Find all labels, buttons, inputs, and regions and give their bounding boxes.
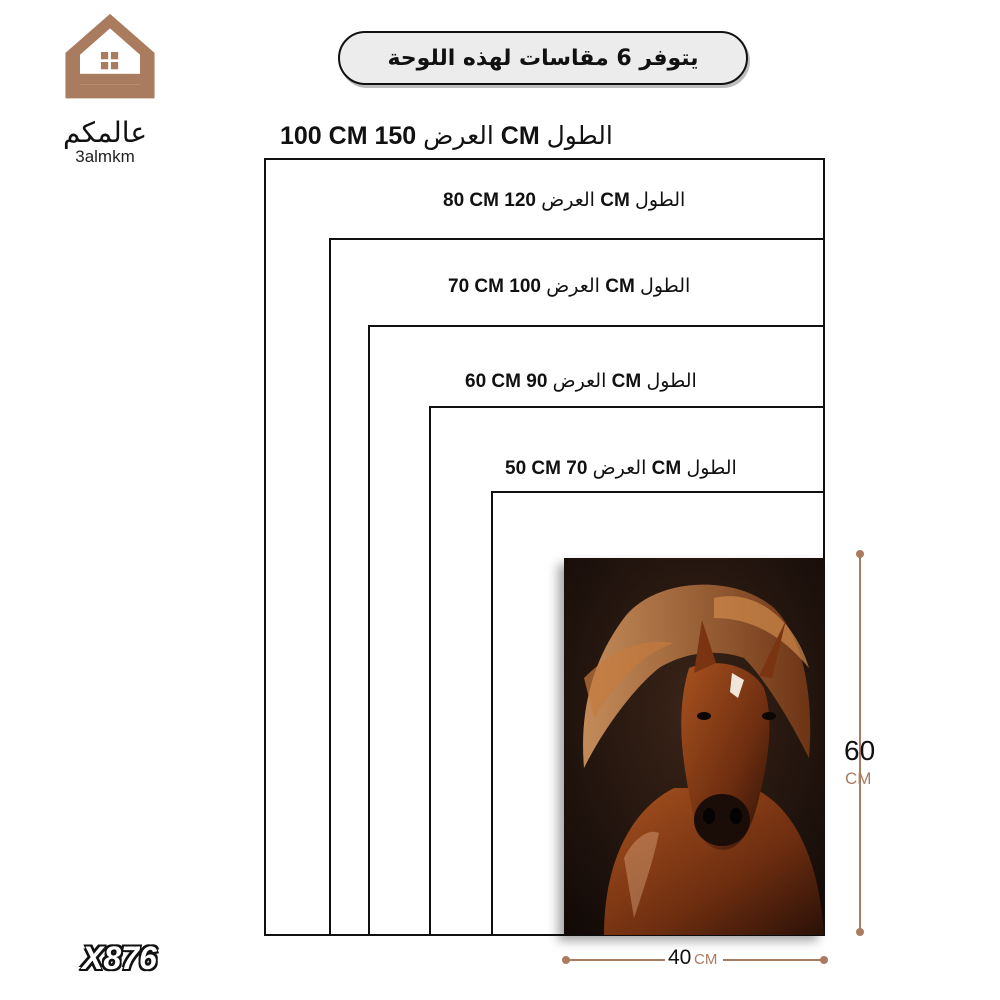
length-label: الطول <box>640 275 691 297</box>
width-value: 40 <box>668 946 692 969</box>
size-label-2 <box>443 189 685 212</box>
length-label: الطول <box>546 121 613 150</box>
length-value: 150 CM <box>374 122 540 150</box>
house-logo-icon <box>55 12 165 112</box>
horse-painting <box>564 558 824 935</box>
width-label: العرض <box>541 189 595 211</box>
size-label-3 <box>448 275 690 298</box>
length-label: الطول <box>646 370 697 392</box>
length-value: 120 CM <box>504 190 630 211</box>
width-label: العرض <box>423 121 494 150</box>
brand-name-arabic: عالمكم <box>62 116 148 149</box>
length-value: 100 CM <box>509 276 635 297</box>
width-value: 80 CM <box>443 190 499 211</box>
width-value: 60 CM <box>465 371 521 392</box>
size-label-1 <box>280 121 613 151</box>
length-value: 90 CM <box>526 371 642 392</box>
width-value: 50 CM <box>505 458 561 479</box>
width-label: العرض <box>552 370 607 392</box>
width-label: العرض <box>546 275 600 297</box>
width-unit: CM <box>694 951 718 968</box>
size-label-4 <box>465 370 697 393</box>
height-unit: CM <box>845 769 872 788</box>
length-value: 70 CM <box>566 458 682 479</box>
size-label-5 <box>505 457 737 480</box>
horse-painting-icon <box>564 558 824 935</box>
sizes-headline: يتوفر 6 مقاسات لهذه اللوحة <box>338 31 748 85</box>
brand-name-latin: 3almkm <box>75 147 135 166</box>
height-value: 60 <box>844 735 876 766</box>
width-value: 100 CM <box>280 122 368 150</box>
product-code: X876 <box>82 940 157 976</box>
width-value: 70 CM <box>448 276 504 297</box>
length-label: الطول <box>686 457 737 479</box>
width-label: العرض <box>592 457 647 479</box>
length-label: الطول <box>635 189 686 211</box>
